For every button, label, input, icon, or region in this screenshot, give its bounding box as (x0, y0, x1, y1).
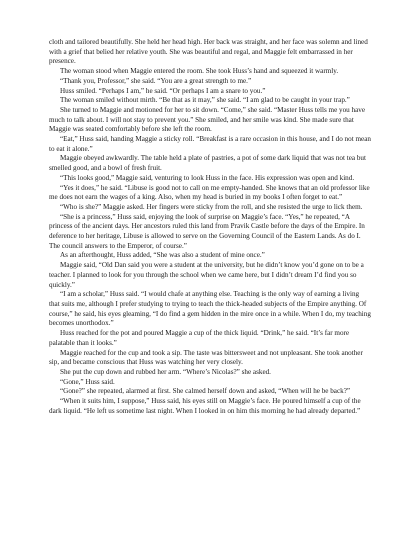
paragraph: “She is a princess,” Huss said, enjoying the look of surprise on Maggie’s face. “Yes,” he repeated, “A princess of the ancient days. Her ancestors ruled this land from Pravik Castle before the days of the Empire. In deference to her heritage, Libuse is allowed to serve on the Governing Council of the Eastern Lands. As do I. The council answers to the Emperor, of course.” (49, 212, 365, 250)
paragraph: cloth and tailored beautifully. She held her head high. Her back was straight, and her face was solemn and lined with a grief that belied her relative youth. She was beautiful and regal, and Maggie felt embarrassed in her presence. (49, 38, 368, 66)
paragraph: “Eat,” Huss said, handing Maggie a sticky roll. “Breakfast is a rare occasion in this house, and I do not mean to eat it alone.” (49, 135, 371, 153)
paragraph: “Gone?” she repeated, alarmed at first. She calmed herself down and asked, “When will he be back?” (60, 387, 351, 396)
book-page (49, 38, 371, 416)
paragraph: “Yes it does,” he said. “Libuse is good not to call on me empty-handed. She knows that an old professor like me does not earn the wages of a king. Also, when my head is buried in my books I often forget to eat.” (49, 183, 370, 202)
paragraph: Huss reached for the pot and poured Maggie a cup of the thick liquid. “Drink,” he said. “It’s far more palatable than it looks.” (49, 329, 350, 347)
paragraph: Maggie reached for the cup and took a sip. The taste was bittersweet and not unpleasant. She took another sip, and became conscious that Huss was watching her very closely. (49, 348, 363, 367)
paragraph: “I am a scholar,” Huss said. “I would chafe at anything else. Teaching is the only way of earning a living that suits me, although I prefer studying to trying to teach the thick-headed subjects of the Empire anything. Of course,” he said, his eyes gleaming, “I do find a gem hidden in the mire once in a while. When I do, my teaching becomes unorthodox.” (49, 290, 371, 328)
paragraph: “When it suits him, I suppose,” Huss said, his eyes still on Maggie’s face. He poured himself a cup of the dark liquid. “He left us sometime last night. When I looked in on him this morning he had already departed.” (49, 397, 361, 415)
paragraph: She turned to Maggie and motioned for her to sit down. “Come,” she said. “Master Huss tells me you have much to talk about. I will not stay to prevent you.” She smiled, and her smile was kind. She made sure that Maggie was seated comfortably before she left the room. (49, 105, 366, 134)
paragraph: “Gone,” Huss said. (60, 377, 115, 386)
paragraph: Huss smiled. “Perhaps I am,” he said. “Or perhaps I am a snare to you.” (60, 86, 266, 95)
paragraph: Maggie obeyed awkwardly. The table held a plate of pastries, a pot of some dark liquid that was not tea but smelled good, and a bowl of fresh fruit. (49, 154, 366, 173)
paragraph: “Who is she?” Maggie asked. Her fingers were sticky from the roll, and she resisted the urge to lick them. (60, 202, 363, 211)
paragraph: She put the cup down and rubbed her arm. “Where’s Nicolas?” she asked. (60, 367, 271, 376)
paragraph: As an afterthought, Huss added, “She was also a student of mine once.” (60, 251, 265, 260)
paragraph: “Thank you, Professor,” she said. “You are a great strength to me.” (60, 76, 252, 85)
paragraph: The woman smiled without mirth. “Be that as it may,” she said. “I am glad to be caught in your trap.” (60, 96, 350, 105)
paragraph: The woman stood when Maggie entered the room. She took Huss’s hand and squeezed it warmly. (60, 67, 339, 76)
paragraph: Maggie said, “Old Dan said you were a student at the university, but he didn’t know you’d gone on to be a teacher. I planned to look for you through the school when we came here, but I didn’t dream I’d find you so quickly.” (49, 261, 364, 289)
paragraph: “This looks good,” Maggie said, venturing to look Huss in the face. His expression was open and kind. (60, 173, 355, 182)
